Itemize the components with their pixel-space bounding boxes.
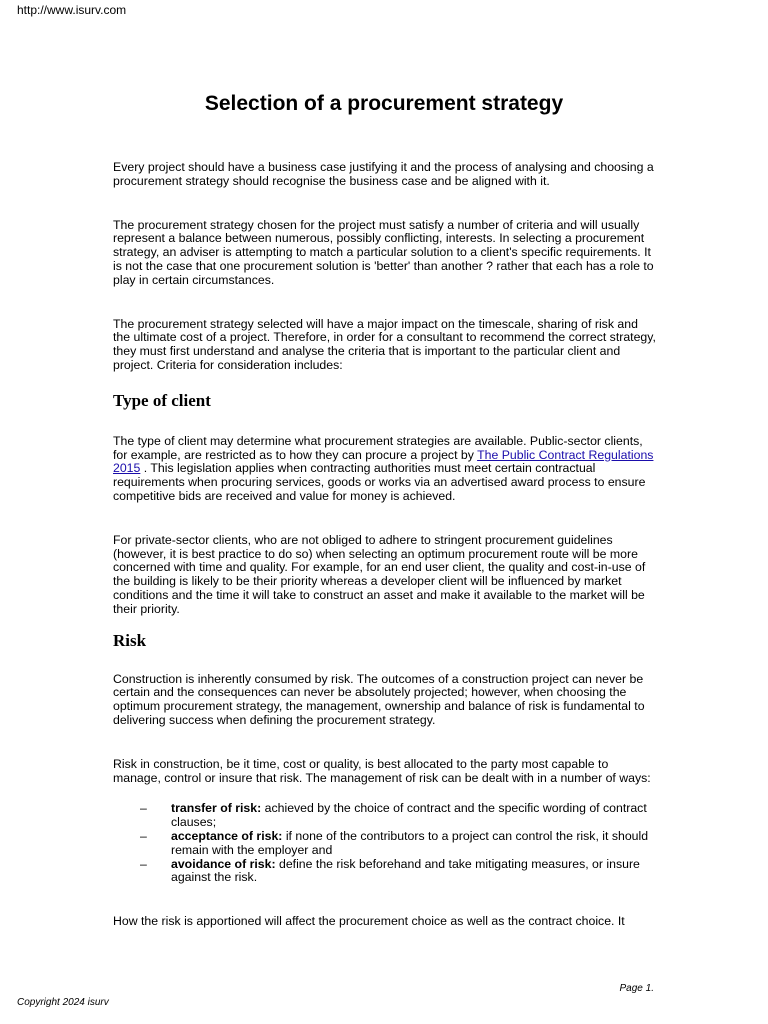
list-item xyxy=(113,802,658,830)
section-heading-risk: Risk xyxy=(113,630,147,650)
page-number: Page 1. xyxy=(619,983,654,994)
main-content xyxy=(113,161,658,929)
page-title: Selection of a procurement strategy xyxy=(204,92,564,115)
dash-bullet: – xyxy=(140,856,147,871)
intro-paragraph-2: The procurement strategy chosen for the project must satisfy a number of criteria and will usually represent a balance between numerous, possibly conflicting, interests. In selecting a procurement strategy, an adviser is attempting to match a particular solution to a client's specific requirements. It is not the case that one procurement solution is 'better' than another ? rather that each has a role to play in certain circumstances. xyxy=(113,217,654,287)
client-paragraph-1 xyxy=(113,435,658,504)
copyright-notice: Copyright 2024 isurv xyxy=(17,997,109,1008)
list-item xyxy=(113,830,658,858)
dash-bullet: – xyxy=(140,828,147,843)
client-paragraph-1-rest: . This legislation applies when contracting authorities must meet certain contractual requirements when procuring services, goods or works via an advertised award process to ensure competitive bids are received and value for money is achieved. xyxy=(113,461,646,503)
risk-paragraph-1: Construction is inherently consumed by risk. The outcomes of a construction project can never be certain and the consequences can never be absolutely projected; however, when choosing the optimum procurement strategy, the management, ownership and balance of risk is fundamental to delivering success when defining the procurement strategy. xyxy=(113,671,645,727)
list-item-text: achieved by the choice of contract and the specific wording of contract clauses; xyxy=(171,801,647,830)
client-paragraph-1-text: The type of client may determine what procurement strategies are available. Public-sector clients, for example, are restricted as to how they can procure a project by xyxy=(113,433,643,462)
list-item xyxy=(113,858,658,886)
list-item-term: transfer of risk: xyxy=(171,801,262,816)
intro-paragraph-3: The procurement strategy selected will have a major impact on the timescale, sharing of risk and the ultimate cost of a project. Therefore, in order for a consultant to recommend the correct strategy, they must first understand and analyse the criteria that is important to the particular client and project. Criteria for consideration includes: xyxy=(113,316,656,372)
client-paragraph-2: For private-sector clients, who are not obliged to adhere to stringent procurement guidelines (however, it is best practice to do so) when selecting an optimum procurement route will be more concerned with time and quality. For example, for an end user client, the quality and cost-in-use of the building is likely to be their priority whereas a developer client will be influenced by market conditions and the time it will take to construct an asset and make it available to the market will be their priority. xyxy=(113,532,646,616)
header-url: http://www.isurv.com xyxy=(17,3,127,17)
risk-management-list xyxy=(113,802,658,885)
list-item-text: define the risk beforehand and take mitigating measures, or insure against the risk. xyxy=(171,856,640,885)
public-contract-regulations-link[interactable]: The Public Contract Regulations 2015 xyxy=(113,447,654,476)
list-item-text: if none of the contributors to a project can control the risk, it should remain with the employer and xyxy=(171,828,649,857)
risk-paragraph-3: How the risk is apportioned will affect the procurement choice as well as the contract choice. It xyxy=(113,914,625,929)
list-item-term: avoidance of risk: xyxy=(171,856,276,871)
dash-bullet: – xyxy=(140,801,147,816)
intro-paragraph-1: Every project should have a business case justifying it and the process of analysing and choosing a procurement strategy should recognise the business case and be aligned with it. xyxy=(113,160,654,188)
list-item-term: acceptance of risk: xyxy=(171,828,283,843)
risk-paragraph-2: Risk in construction, be it time, cost or quality, is best allocated to the party most capable to manage, control or insure that risk. The management of risk can be dealt with in a number of ways: xyxy=(113,756,651,785)
section-heading-type-of-client: Type of client xyxy=(113,390,211,410)
